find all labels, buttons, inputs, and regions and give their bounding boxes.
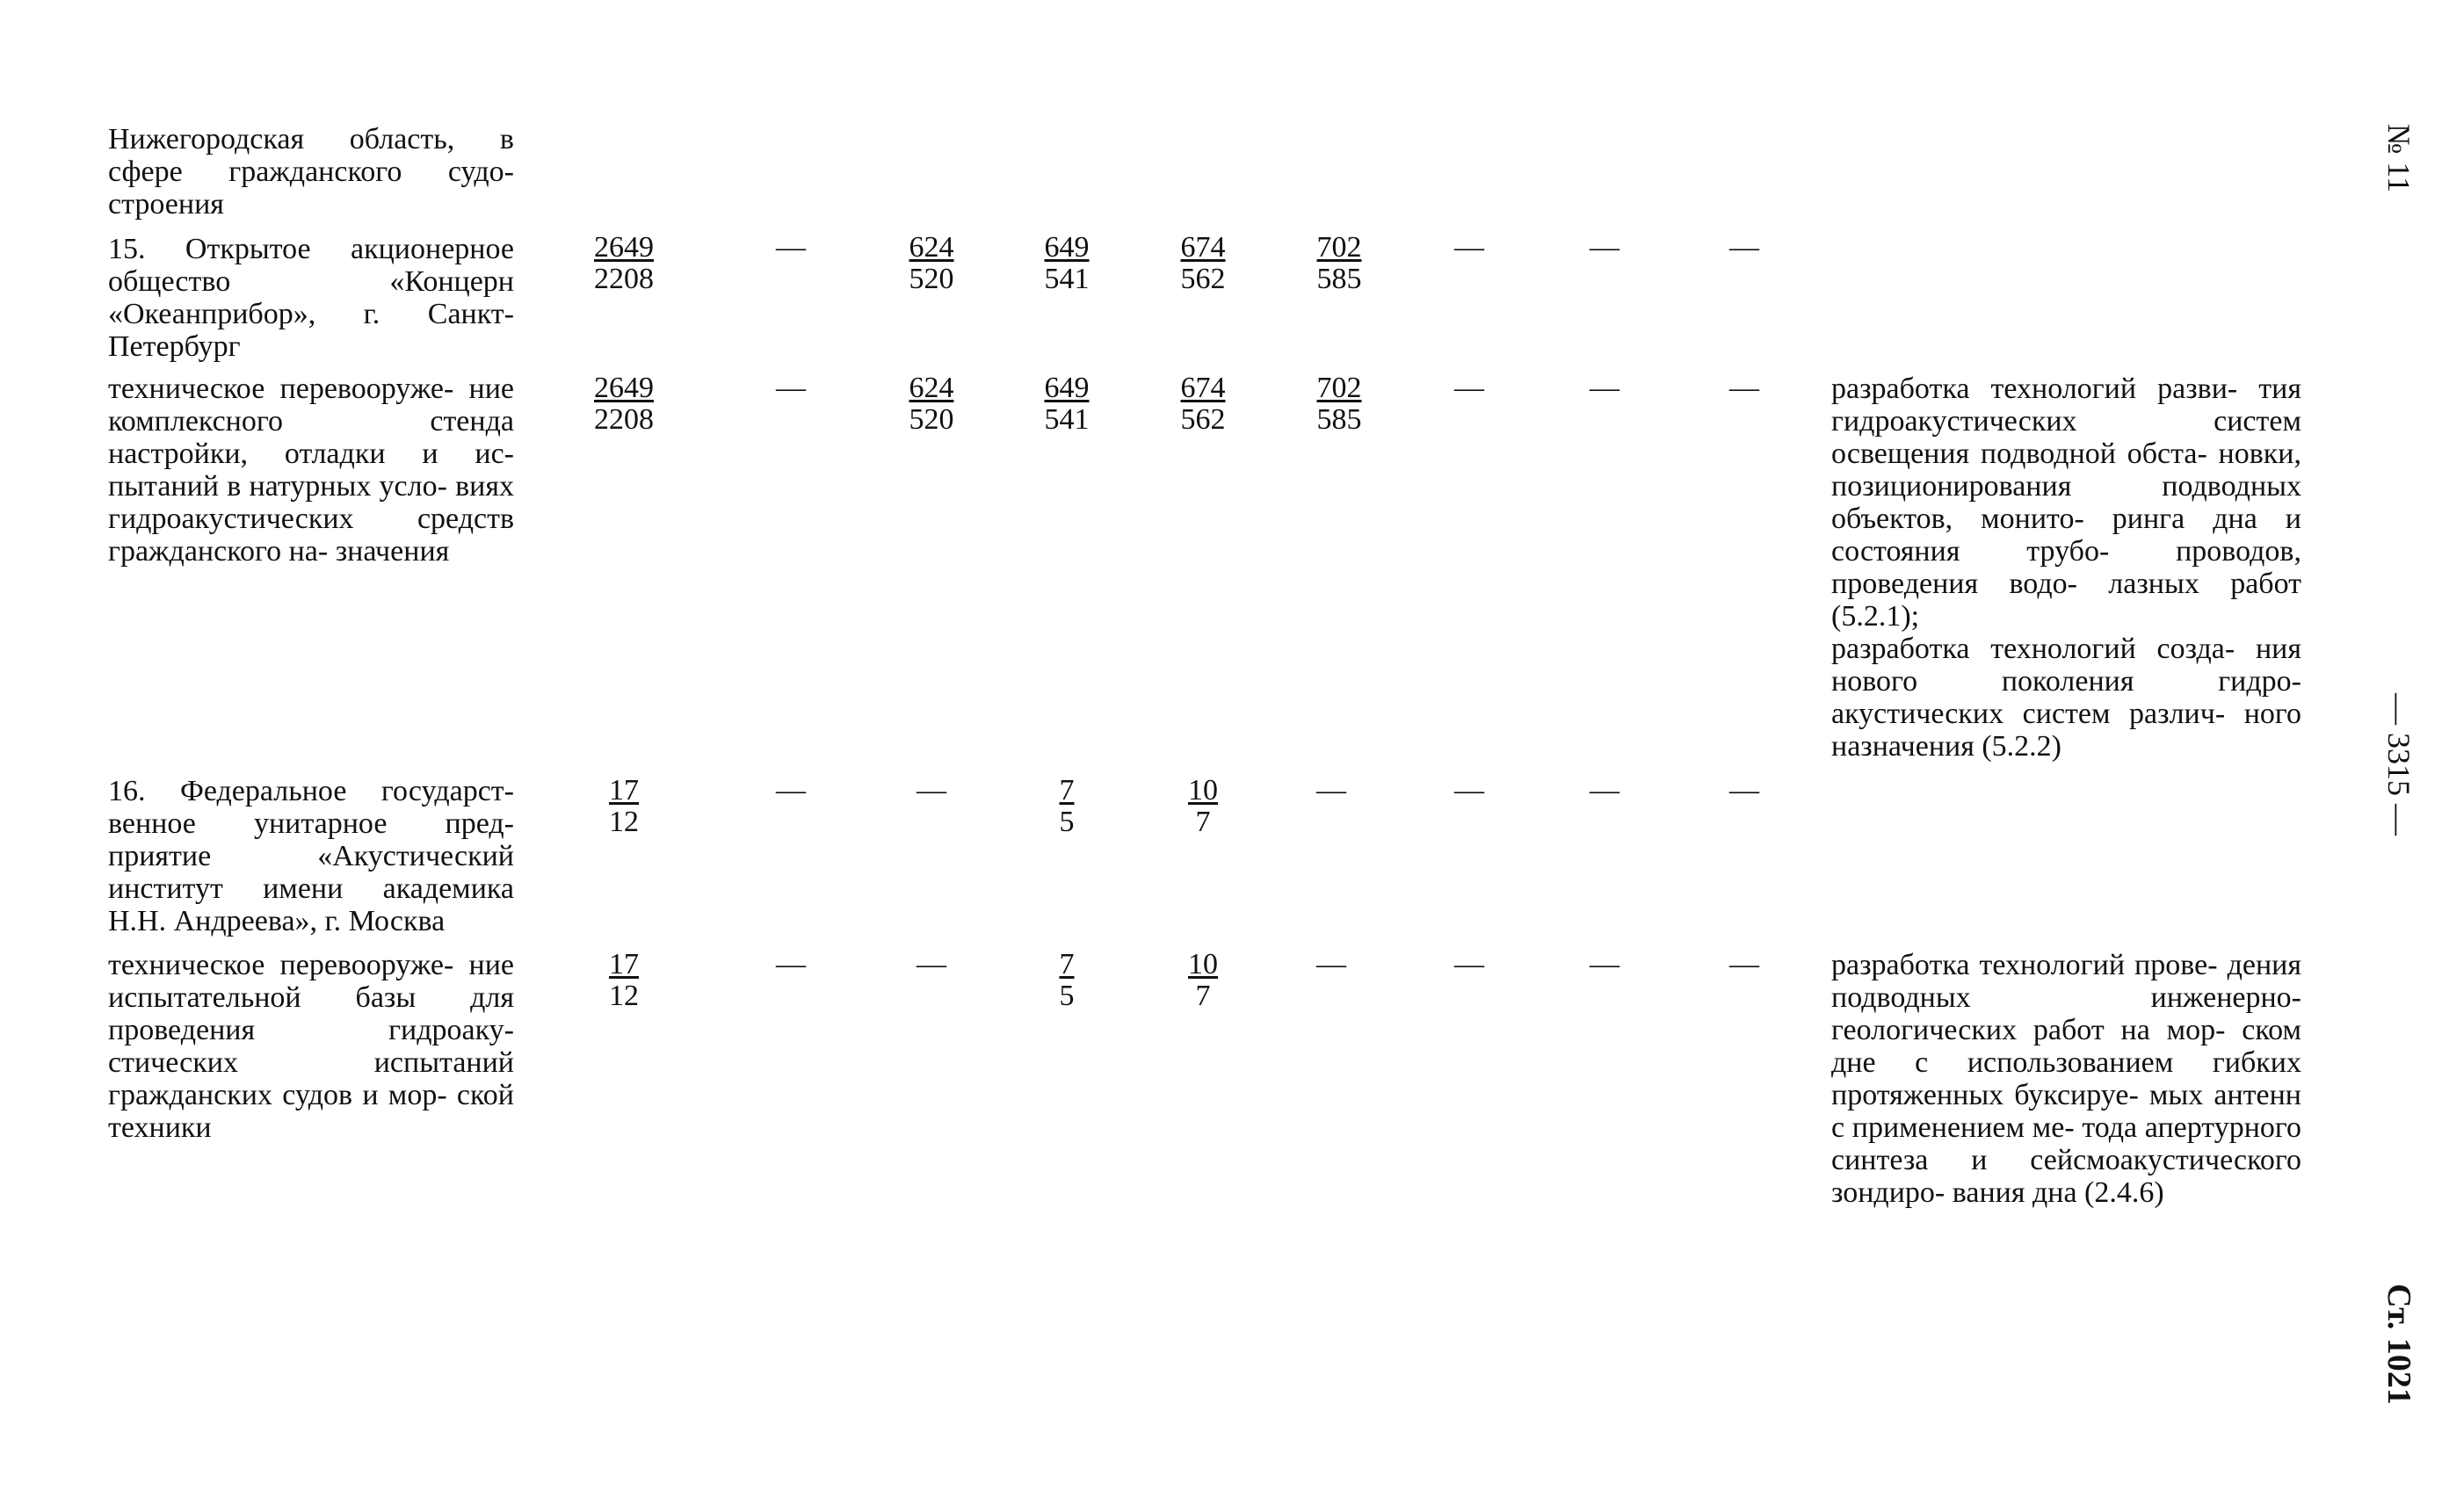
article-mark-text: Ст. 1021: [2380, 1284, 2417, 1405]
article-mark: [2373, 1265, 2425, 1423]
purpose-item: разработка технологий разви- тия гидроакустических систем освещения подводной обста- новки, позиционирования подводных объектов, монито- ринга дна и состояния трубо- проводов, проведения водо- лазных работ (5.2.1);: [1831, 373, 2301, 633]
dash: —: [917, 948, 946, 980]
denominator: 562: [1180, 403, 1226, 436]
dash: —: [1729, 231, 1759, 264]
denominator: 5: [1059, 980, 1075, 1012]
row-purpose: [1831, 373, 2301, 763]
value-cell: [1295, 232, 1383, 295]
value-cell-dash: [1287, 775, 1375, 807]
value-cell-dash: [888, 775, 975, 807]
purpose-item: разработка технологий прове- дения подводных инженерно- геологических работ на мор- ском дне с использованием гибких протяженных буксируе- мых антенн с применением ме- тода апертурного синтеза и сейсмоакустического зондиро- вания дна (2.4.6): [1831, 949, 2301, 1209]
value-cell-total: [580, 373, 668, 436]
denominator: 5: [1059, 806, 1075, 838]
value-cell-total: [580, 775, 668, 838]
value-cell: [1159, 949, 1247, 1012]
numerator: 674: [1180, 231, 1226, 264]
page-number-text: — 3315 —: [2381, 693, 2416, 836]
dash: —: [776, 372, 806, 404]
dash: —: [1454, 948, 1484, 980]
value-cell: [1159, 373, 1247, 436]
value-cell-total: [580, 949, 668, 1012]
value-cell: [888, 373, 975, 436]
value-cell-dash: [747, 949, 835, 980]
dash: —: [1590, 774, 1619, 807]
purpose-item: разработка технологий созда- ния нового поколения гидро- акустических систем различ- ного назначения (5.2.2): [1831, 633, 2301, 763]
row-description: техническое перевооруже- ние комплексного стенда настройки, отладки и ис- пытаний в натурных усло- виях гидроакустических средств гражданского на- значения: [108, 373, 514, 568]
denominator: 520: [909, 263, 954, 295]
dash: —: [1729, 372, 1759, 404]
value-cell-dash: [1425, 775, 1513, 807]
numerator: 649: [1044, 231, 1090, 264]
numerator: 10: [1188, 774, 1218, 807]
numerator: 674: [1180, 372, 1226, 404]
numerator: 702: [1316, 231, 1362, 264]
value-cell-dash: [1425, 232, 1513, 264]
value-cell-dash: [1700, 949, 1788, 980]
denominator: 7: [1195, 980, 1211, 1012]
denominator: 585: [1316, 403, 1362, 436]
issue-mark-text: № 11: [2381, 123, 2416, 193]
value-cell: [1023, 775, 1111, 838]
value-cell-dash: [1287, 949, 1375, 980]
intro-text: Нижегородская область, в сфере гражданского судо- строения: [108, 123, 514, 221]
value-cell: [1023, 373, 1111, 436]
row-description: 16. Федеральное государст- венное унитарное пред- приятие «Акустический институт имени академика Н.Н. Андреева», г. Москва: [108, 775, 514, 937]
numerator: 7: [1059, 774, 1075, 807]
numerator: 702: [1316, 372, 1362, 404]
denominator: 541: [1044, 403, 1090, 436]
value-cell-dash: [747, 775, 835, 807]
dash: —: [1454, 372, 1484, 404]
value-cell: [888, 232, 975, 295]
dash: —: [1590, 231, 1619, 264]
value-cell-dash: [747, 232, 835, 264]
numerator: 624: [909, 231, 954, 264]
value-cell-dash: [1700, 775, 1788, 807]
dash: —: [776, 231, 806, 264]
dash: —: [1454, 231, 1484, 264]
value-cell-dash: [1561, 373, 1648, 404]
denominator: 7: [1195, 806, 1211, 838]
denominator: 2208: [594, 263, 654, 295]
numerator: 649: [1044, 372, 1090, 404]
denominator: 2208: [594, 403, 654, 436]
value-cell-dash: [1425, 949, 1513, 980]
value-cell: [1023, 949, 1111, 1012]
numerator: 2649: [594, 372, 654, 404]
denominator: 12: [609, 980, 639, 1012]
dash: —: [1729, 948, 1759, 980]
value-cell: [1159, 232, 1247, 295]
value-cell-dash: [1700, 373, 1788, 404]
value-cell-dash: [1561, 232, 1648, 264]
dash: —: [1316, 948, 1346, 980]
dash: —: [1729, 774, 1759, 807]
dash: —: [1590, 948, 1619, 980]
value-cell-total: [580, 232, 668, 295]
numerator: 2649: [594, 231, 654, 264]
numerator: 17: [609, 948, 639, 980]
dash: —: [776, 774, 806, 807]
dash: —: [917, 774, 946, 807]
numerator: 17: [609, 774, 639, 807]
value-cell-dash: [747, 373, 835, 404]
numerator: 7: [1059, 948, 1075, 980]
numerator: 624: [909, 372, 954, 404]
row-purpose: [1831, 949, 2301, 1209]
value-cell-dash: [1561, 775, 1648, 807]
dash: —: [776, 948, 806, 980]
value-cell: [1023, 232, 1111, 295]
denominator: 520: [909, 403, 954, 436]
denominator: 12: [609, 806, 639, 838]
row-description: техническое перевооруже- ние испытательной базы для проведения гидроаку- стических испытаний гражданских судов и мор- ской техники: [108, 949, 514, 1144]
value-cell-dash: [888, 949, 975, 980]
denominator: 585: [1316, 263, 1362, 295]
denominator: 562: [1180, 263, 1226, 295]
value-cell: [1159, 775, 1247, 838]
denominator: 541: [1044, 263, 1090, 295]
row-description: 15. Открытое акционерное общество «Концерн «Океанприбор», г. Санкт- Петербург: [108, 233, 514, 363]
issue-mark: [2373, 105, 2425, 211]
value-cell-dash: [1700, 232, 1788, 264]
dash: —: [1454, 774, 1484, 807]
value-cell-dash: [1561, 949, 1648, 980]
value-cell-dash: [1425, 373, 1513, 404]
page-number: [2373, 676, 2425, 852]
value-cell: [1295, 373, 1383, 436]
dash: —: [1590, 372, 1619, 404]
numerator: 10: [1188, 948, 1218, 980]
dash: —: [1316, 774, 1346, 807]
